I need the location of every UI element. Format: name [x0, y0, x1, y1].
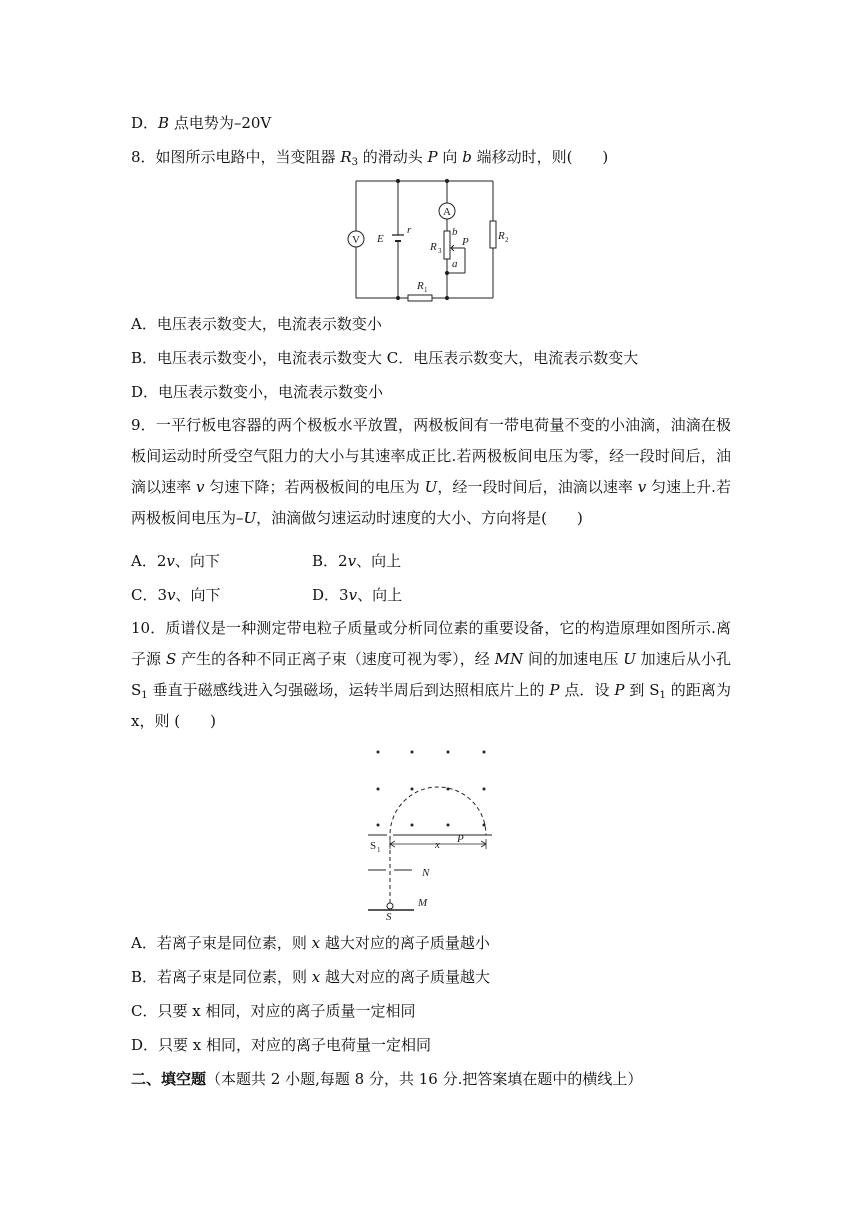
ammeter-label: A: [443, 206, 451, 218]
m-label: M: [418, 897, 428, 909]
r3-label: R: [430, 241, 437, 253]
q10-option-c: C．只要 x 相同，对应的离子质量一定相同: [131, 1002, 416, 1020]
q9-option-b: B．2v、向上: [312, 552, 402, 570]
s1-label: S: [370, 840, 377, 852]
q10-option-a: A．若离子束是同位素，则 x 越大对应的离子质量越小: [131, 934, 490, 952]
r1-label: R: [417, 280, 424, 292]
r1-sub: 1: [424, 286, 428, 294]
slider-p-label: P: [462, 236, 469, 248]
r3-sub: 3: [438, 247, 442, 255]
q9-option-d: D．3v、向上: [312, 586, 403, 604]
q8-option-d: D．电压表示数变小，电流表示数变小: [131, 383, 384, 401]
section-2-header: [131, 1069, 642, 1089]
q7-option-d: D．B 点电势为–20V: [131, 114, 272, 132]
r2-label: R: [498, 230, 505, 242]
x-label: x: [435, 839, 440, 851]
internal-r-label: r: [407, 224, 412, 236]
q8-option-bc: B．电压表示数变小，电流表示数变大 C．电压表示数变大，电流表示数变大: [131, 349, 639, 367]
q9-option-c: C．3v、向下: [131, 586, 221, 604]
s-label: S: [386, 911, 392, 920]
q8-circuit-diagram: [340, 175, 510, 309]
q8-option-a: A．电压表示数变大，电流表示数变小: [131, 315, 382, 333]
q10-option-d: D．只要 x 相同，对应的离子电荷量一定相同: [131, 1036, 432, 1054]
section-2-title: 二、填空题: [131, 1070, 207, 1088]
q10-mass-spectrometer-diagram: [360, 740, 500, 924]
n-label: N: [422, 867, 430, 879]
q10-stem: 10．质谱仪是一种测定带电粒子质量或分析同位素的重要设备，它的构造原理如图所示.离子源 S 产生的各种不同正离子束（速度可视为零），经 MN 间的加速电压 U 加速后从小孔 $S_1$ 垂直于磁感线进入匀强磁场，运转半周后到达照相底片上的 P 点．设 P 到 $S_1$ 的距离为 x，则 ( ): [131, 619, 732, 730]
s1-sub: 1: [377, 846, 381, 854]
emf-label: E: [377, 233, 384, 245]
end-a-label: a: [452, 258, 458, 270]
p-label: P: [457, 833, 464, 845]
section-2-desc: （本题共 2 小题,每题 8 分，共 16 分.把答案填在题中的横线上）: [206, 1070, 643, 1088]
voltmeter-label: V: [352, 234, 360, 246]
q8-stem: 8．如图所示电路中，当变阻器 $R_3$ 的滑动头 P 向 b 端移动时，则( ): [131, 148, 609, 168]
q9-option-a: A．2v、向下: [131, 552, 220, 570]
end-b-label: b: [452, 226, 458, 238]
r2-sub: 2: [505, 236, 509, 244]
q10-option-b: B．若离子束是同位素，则 x 越大对应的离子质量越大: [131, 968, 491, 986]
q9-stem: 9．一平行板电容器的两个极板水平放置，两极板间有一带电荷量不变的小油滴，油滴在极板间运动时所受空气阻力的大小与其速率成正比.若两极板间电压为零，经一段时间后，油滴以速率 v 匀速下降；若两极板间的电压为 U，经一段时间后，油滴以速率 v 匀速上升.若两极板间电压为–U，油滴做匀速运动时速度的大小、方向将是( ): [131, 416, 731, 527]
